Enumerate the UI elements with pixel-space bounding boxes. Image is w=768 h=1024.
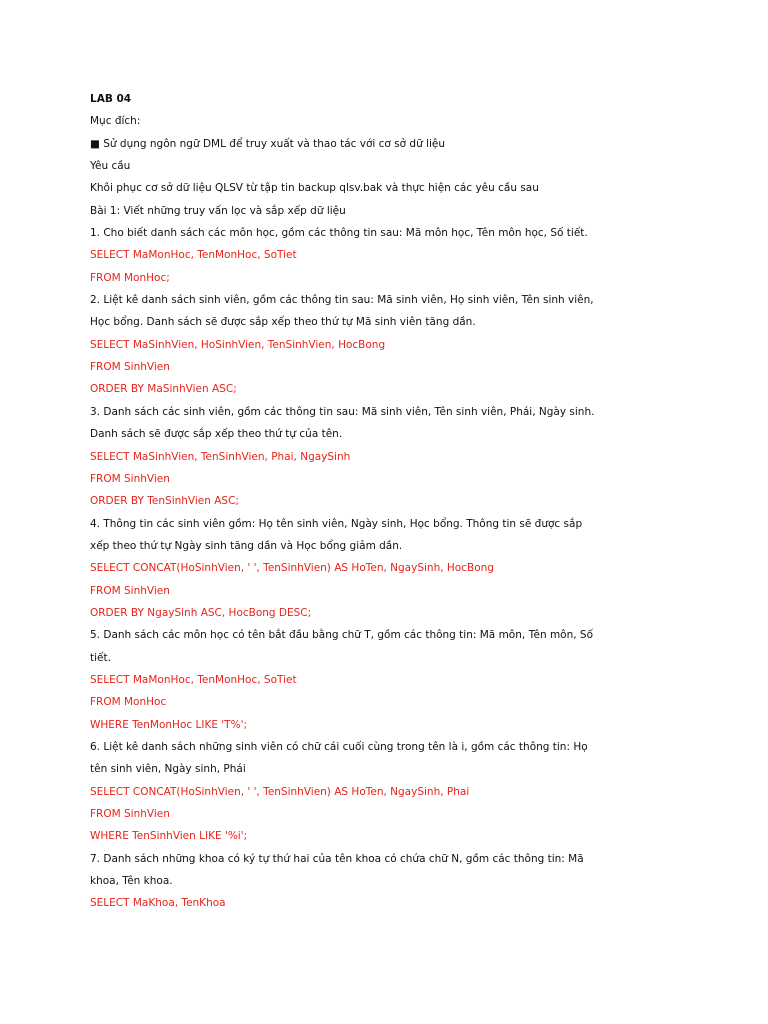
sql-code-line: SELECT MaMonHoc, TenMonHoc, SoTiet bbox=[90, 673, 297, 686]
text-line: Khôi phục cơ sở dữ liệu QLSV từ tập tin backup qlsv.bak và thực hiện các yêu cầu sau bbox=[90, 182, 539, 195]
text-line: 5. Danh sách các môn học có tên bắt đầu bằng chữ T, gồm các thông tin: Mã môn, Tên môn, Số bbox=[90, 629, 594, 642]
sql-code-line: SELECT MaSinhVien, HoSinhVien, TenSinhVien, HocBong bbox=[90, 338, 386, 351]
text-line: Danh sách sẽ được sắp xếp theo thứ tự của tên. bbox=[90, 428, 343, 441]
sql-code-line: ORDER BY MaSinhVien ASC; bbox=[90, 383, 237, 396]
text-line: Học bổng. Danh sách sẽ được sắp xếp theo thứ tự Mã sinh viên tăng dần. bbox=[90, 316, 476, 329]
document-title: LAB 04 bbox=[90, 93, 132, 105]
sql-code-line: WHERE TenSinhVien LIKE '%i'; bbox=[90, 830, 248, 843]
text-line: 3. Danh sách các sinh viên, gồm các thông tin sau: Mã sinh viên, Tên sinh viên, Phái, Ngày sinh. bbox=[90, 405, 595, 418]
sql-code-line: FROM SinhVien bbox=[90, 472, 170, 485]
text-line: Mục đích: bbox=[90, 115, 141, 128]
sql-code-line: FROM SinhVien bbox=[90, 808, 170, 820]
sql-code-line: ORDER BY TenSinhVien ASC; bbox=[90, 495, 239, 508]
text-line: 4. Thông tin các sinh viên gồm: Họ tên sinh viên, Ngày sinh, Học bổng. Thông tin sẽ được sắp bbox=[90, 517, 583, 530]
text-line: 6. Liệt kê danh sách những sinh viên có chữ cái cuối cùng trong tên là i, gồm các thông tin: Họ bbox=[90, 740, 588, 753]
text-line: Yêu cầu bbox=[90, 160, 131, 173]
sql-code-line: SELECT CONCAT(HoSinhVien, ' ', TenSinhVien) AS HoTen, NgaySinh, Phai bbox=[90, 785, 470, 798]
text-line: ■ Sử dụng ngôn ngữ DML để truy xuất và thao tác với cơ sở dữ liệu bbox=[90, 137, 446, 150]
text-line: 7. Danh sách những khoa có ký tự thứ hai của tên khoa có chứa chữ N, gồm các thông tin: Mã bbox=[90, 852, 584, 865]
text-line: xếp theo thứ tự Ngày sinh tăng dần và Học bổng giảm dần. bbox=[90, 539, 403, 552]
document-body bbox=[90, 110, 690, 914]
text-line: Bài 1: Viết những truy vấn lọc và sắp xếp dữ liệu bbox=[90, 204, 346, 217]
sql-code-line: FROM SinhVien bbox=[90, 361, 170, 374]
text-line: 1. Cho biết danh sách các môn học, gồm các thông tin sau: Mã môn học, Tên môn học, Số tiết. bbox=[90, 227, 588, 240]
text-line: khoa, Tên khoa. bbox=[90, 875, 173, 888]
sql-code-line: SELECT CONCAT(HoSinhVien, ' ', TenSinhVien) AS HoTen, NgaySinh, HocBong bbox=[90, 562, 494, 575]
sql-code-line: SELECT MaKhoa, TenKhoa bbox=[90, 897, 226, 910]
sql-code-line: SELECT MaSinhVien, TenSinhVien, Phai, NgaySinh bbox=[90, 450, 351, 463]
sql-code-line: WHERE TenMonHoc LIKE 'T%'; bbox=[90, 718, 247, 731]
sql-code-line: FROM SinhVien bbox=[90, 584, 170, 597]
sql-code-line: FROM MonHoc; bbox=[90, 271, 170, 284]
sql-code-line: SELECT MaMonHoc, TenMonHoc, SoTiet bbox=[90, 249, 297, 262]
sql-code-line: ORDER BY NgaySinh ASC, HocBong DESC; bbox=[90, 606, 312, 619]
text-line: tiết. bbox=[90, 651, 111, 664]
text-line: tên sinh viên, Ngày sinh, Phái bbox=[90, 763, 246, 776]
sql-code-line: FROM MonHoc bbox=[90, 696, 167, 709]
text-line: 2. Liệt kê danh sách sinh viên, gồm các thông tin sau: Mã sinh viên, Họ sinh viên, Tên sinh viên, bbox=[90, 294, 594, 307]
document-page bbox=[90, 88, 690, 915]
